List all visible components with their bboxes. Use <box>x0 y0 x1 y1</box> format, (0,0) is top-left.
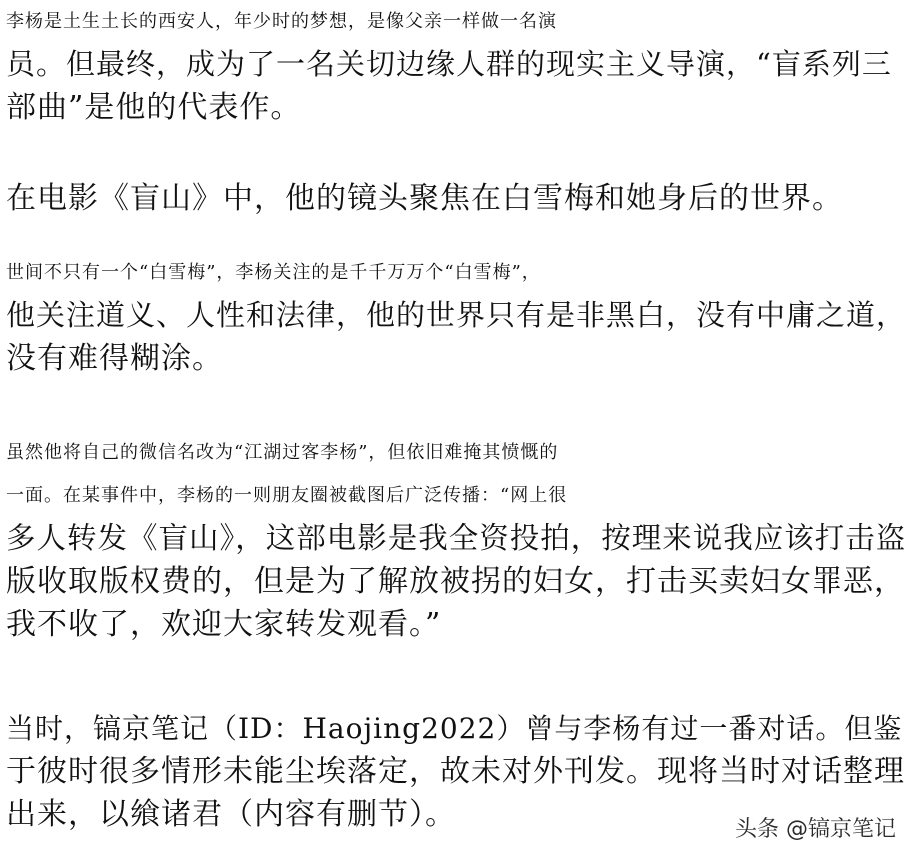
text-line: 当时，镐京笔记（ID：Haojing2022）曾与李杨有过一番对话。但鉴 <box>6 712 903 745</box>
text-line: 出来，以飨诸君（内容有删节）。 <box>6 797 456 832</box>
text-line: 部曲”是他的代表作。 <box>6 90 302 125</box>
text-line: 世间不只有一个“白雪梅”，李杨关注的是千千万万个“白雪梅”， <box>6 262 541 283</box>
text-line: 版收取版权费的，但是为了解放被拐的妇女，打击买卖妇女罪恶， <box>6 564 905 599</box>
text-line: 于彼时很多情形未能尘埃落定，故未对外刊发。现将当时对话整理 <box>6 754 905 789</box>
source-watermark: 头条 @镐京笔记 <box>735 817 896 842</box>
text-line: 多人转发《盲山》，这部电影是我全资投拍，按理来说我应该打击盗 <box>6 521 907 555</box>
paragraph-2 <box>6 177 843 220</box>
text-line: 虽然他将自己的微信名改为“江湖过客李杨”，但依旧难掩其愤慨的 <box>6 442 559 463</box>
paragraph-4 <box>6 431 906 646</box>
text-line: 没有难得糊涂。 <box>6 341 223 376</box>
text-line: 他关注道义、人性和法律，他的世界只有是非黑白，没有中庸之道， <box>6 298 907 332</box>
text-line: 李杨是土生土长的西安人，年少时的梦想，是像父亲一样做一名演 <box>6 11 557 32</box>
text-line: 员。但最终，成为了一名关切边缘人群的现实主义导演，“盲系列三 <box>6 47 892 81</box>
text-line: 一面。在某事件中，李杨的一则朋友圈被截图后广泛传播：“网上很 <box>6 485 568 506</box>
paragraph-1 <box>6 0 892 129</box>
paragraph-3 <box>6 251 906 380</box>
text-line: 我不收了，欢迎大家转发观看。” <box>6 607 442 642</box>
text-line: 在电影《盲山》中，他的镜头聚焦在白雪梅和她身后的世界。 <box>6 181 843 216</box>
